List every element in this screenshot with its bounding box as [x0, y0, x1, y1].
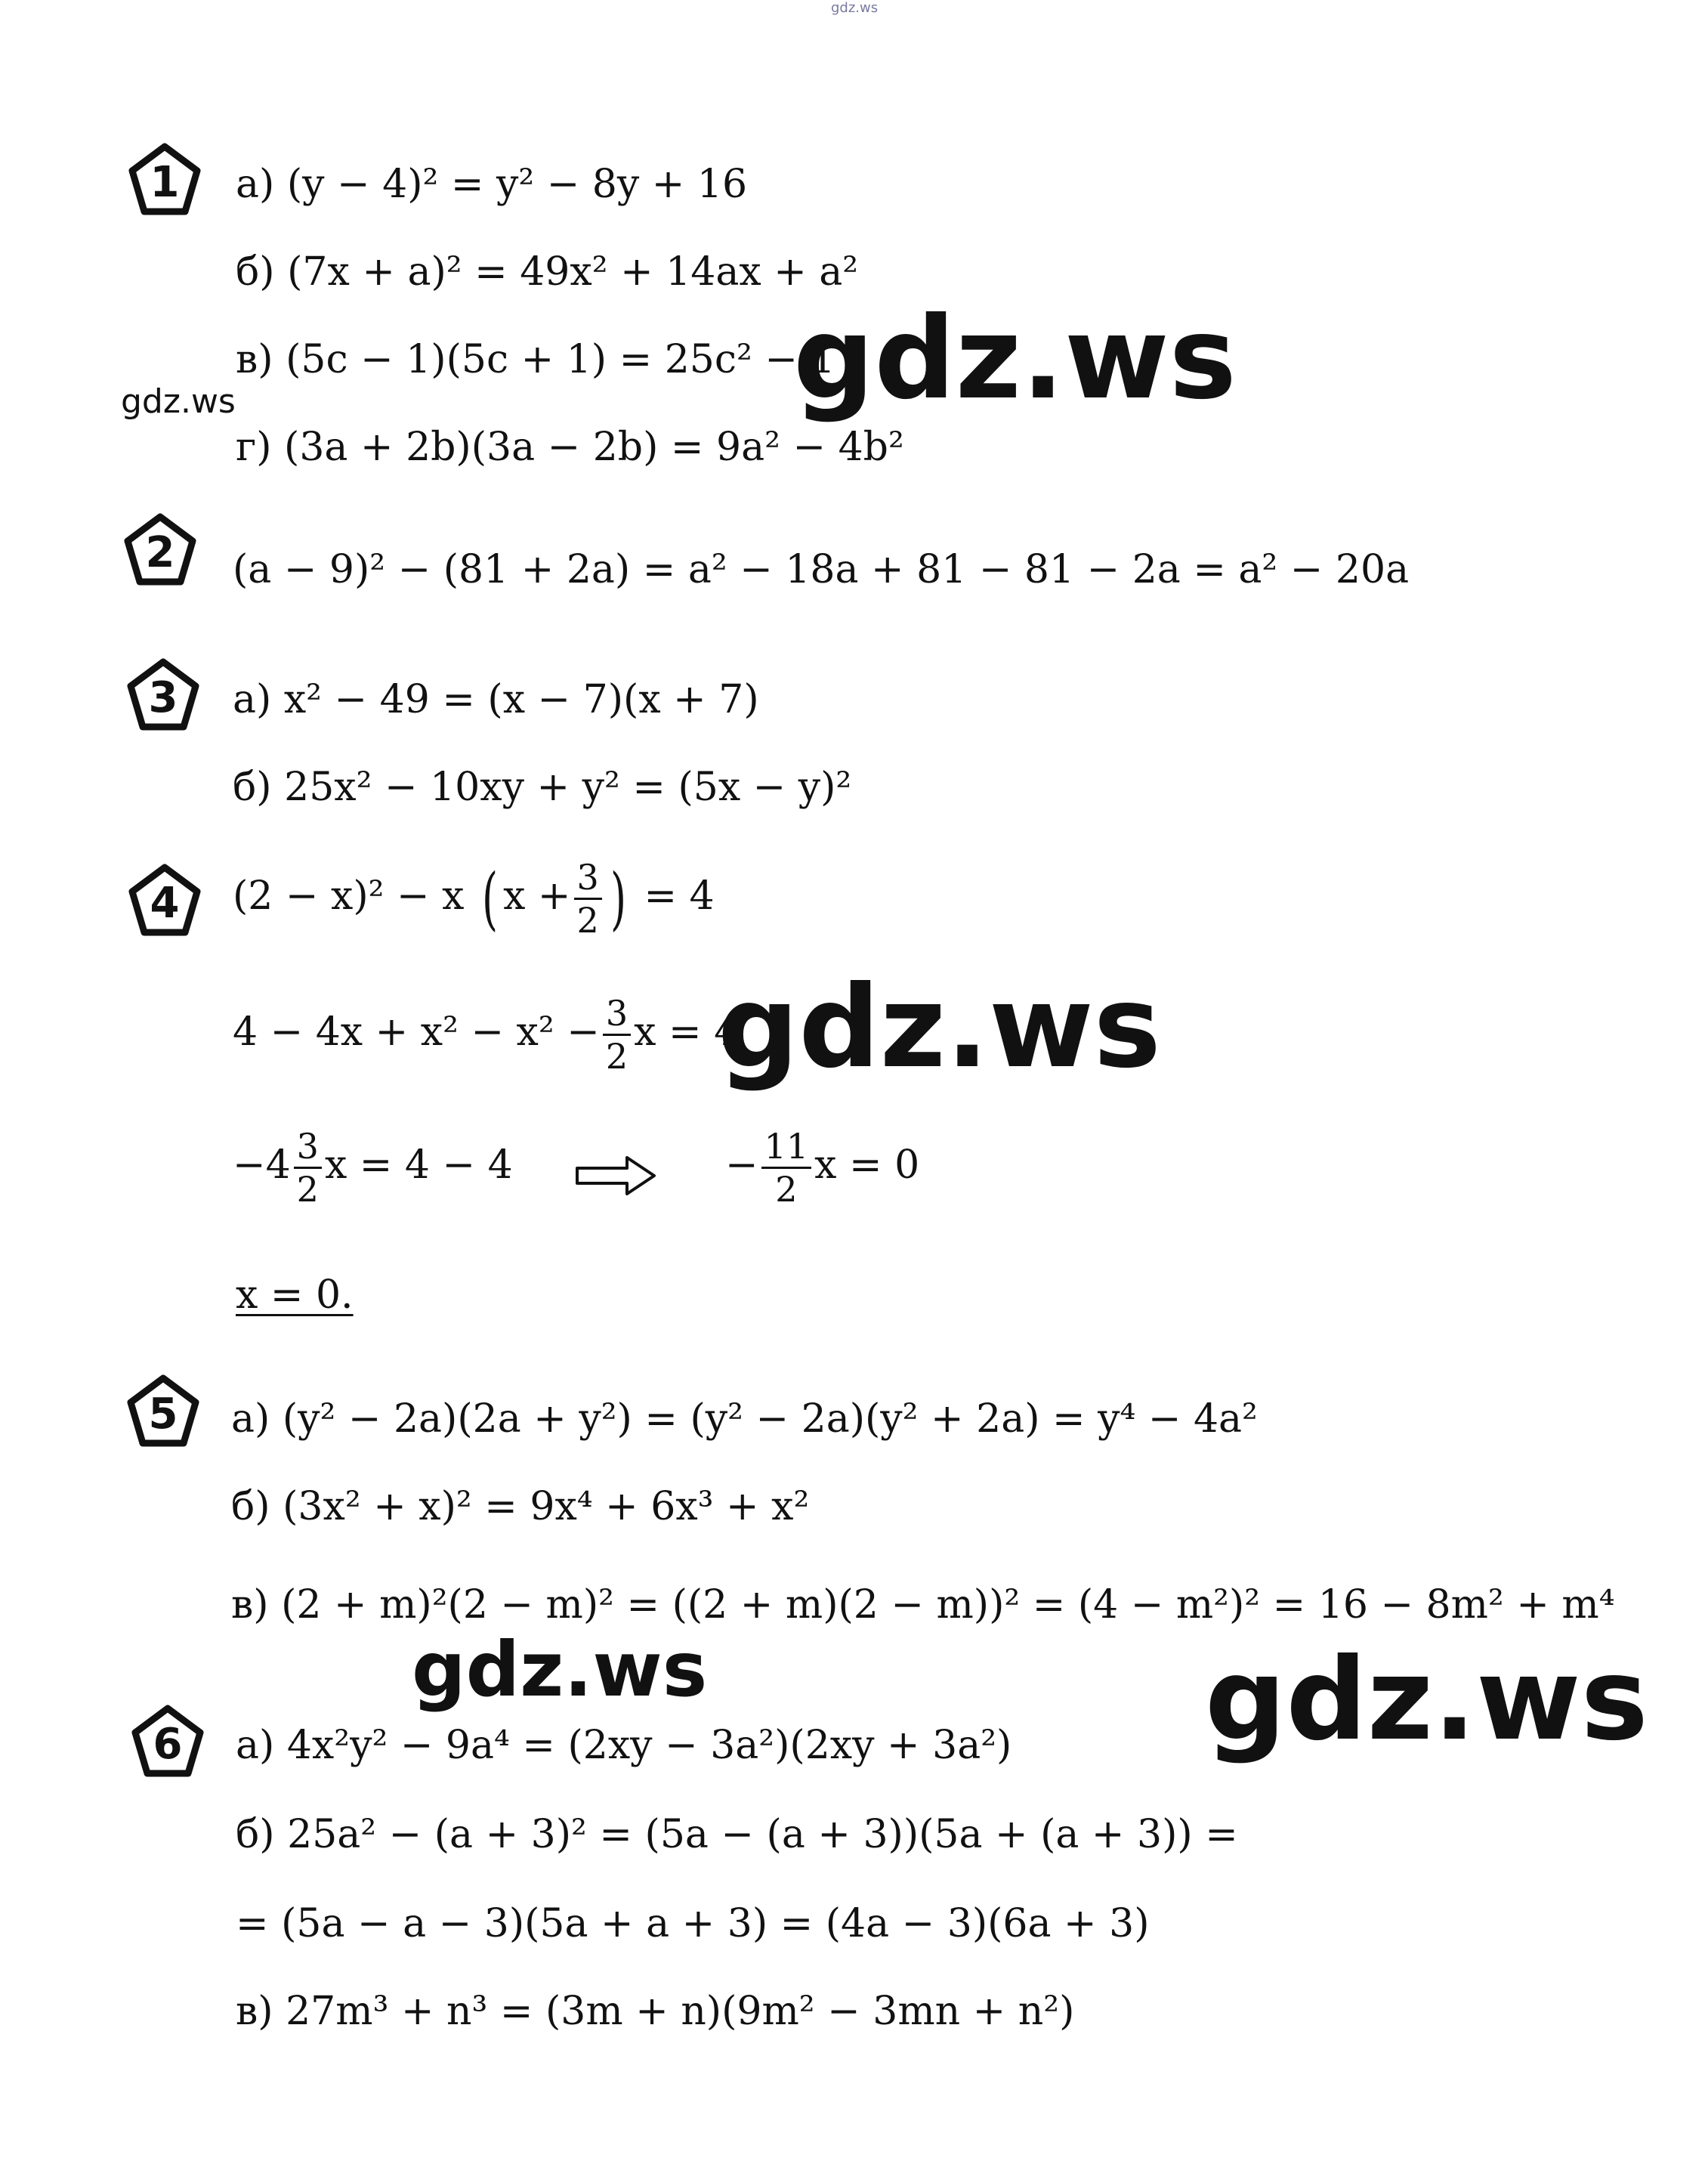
pentagon-icon — [127, 863, 202, 938]
task1-line-d: г) (3a + 2b)(3a − 2b) = 9a² − 4b² — [236, 425, 904, 470]
expr: x = 0 — [814, 1142, 920, 1188]
pentagon-icon — [127, 142, 202, 218]
task4-line-2 — [233, 993, 740, 1077]
task-badge-5 — [125, 1374, 201, 1449]
watermark: gdz.ws — [793, 293, 1237, 425]
expr: 4 − 4x + x² − x² − — [233, 1009, 600, 1055]
pentagon-icon — [130, 1704, 205, 1779]
expr: −4 — [233, 1142, 291, 1188]
expr: = 4 — [644, 873, 715, 919]
fraction: $\frac{3}{2}$ — [603, 996, 631, 1074]
task6-line-c: в) 27m³ + n³ = (3m + n)(9m² − 3mn + n²) — [236, 1989, 1075, 2034]
watermark: gdz.ws — [412, 1625, 708, 1714]
task-number: 2 — [145, 528, 175, 577]
task-badge-2 — [122, 512, 198, 588]
task6-line-b2: = (5a − a − 3)(5a + a + 3) = (4a − 3)(6a + 3) — [236, 1901, 1150, 1946]
task-badge-1 — [127, 142, 202, 218]
task-badge-3 — [125, 657, 201, 733]
pentagon-icon — [125, 657, 201, 733]
task-number: 4 — [150, 879, 180, 928]
fraction: $\frac{3}{2}$ — [294, 1129, 322, 1207]
pentagon-icon — [122, 512, 198, 588]
task1-line-b: б) (7x + a)² = 49x² + 14ax + a² — [236, 249, 859, 295]
task4-line-3 — [233, 1126, 513, 1210]
expr: x + — [503, 873, 571, 919]
watermark: gdz.ws — [1205, 1634, 1648, 1766]
task4-answer: x = 0. — [236, 1272, 354, 1318]
task-badge-6 — [130, 1704, 205, 1779]
task6-line-b: б) 25a² − (a + 3)² = (5a − (a + 3))(5a + (a + 3)) = — [236, 1812, 1238, 1857]
pentagon-icon — [125, 1374, 201, 1449]
expr: x = 4 − 4 — [324, 1142, 513, 1188]
watermark-top: gdz.ws — [831, 0, 879, 16]
task5-line-c: в) (2 + m)²(2 − m)² = ((2 + m)(2 − m))² = (4 − m²)² = 16 − 8m² + m⁴ — [231, 1582, 1615, 1628]
expr: (2 − x)² − x — [233, 873, 465, 919]
task5-line-a: а) (y² − 2a)(2a + y²) = (y² − 2a)(y² + 2a) = y⁴ − 4a² — [231, 1396, 1258, 1442]
expr: − — [725, 1142, 758, 1188]
task2-line: (a − 9)² − (81 + 2a) = a² − 18a + 81 − 81 − 2a = a² − 20a — [233, 547, 1410, 592]
watermark-small: gdz.ws — [121, 382, 236, 421]
task-number: 1 — [150, 158, 180, 207]
task6-line-a: а) 4x²y² − 9a⁴ = (2xy − 3a²)(2xy + 3a²) — [236, 1723, 1012, 1768]
task-number: 3 — [148, 673, 178, 722]
task4-line-3b — [725, 1126, 920, 1210]
task4-line-1 — [233, 857, 715, 941]
task-number: 5 — [148, 1390, 178, 1439]
task5-line-b: б) (3x² + x)² = 9x⁴ + 6x³ + x² — [231, 1484, 810, 1529]
task-number: 6 — [153, 1720, 183, 1769]
implies-arrow-icon — [574, 1155, 657, 1197]
task3-line-b: б) 25x² − 10xy + y² = (5x − y)² — [233, 765, 852, 810]
paren: ( — [481, 858, 499, 938]
watermark: gdz.ws — [718, 962, 1161, 1093]
paren: ) — [610, 858, 626, 938]
task1-line-a: а) (y − 4)² = y² − 8y + 16 — [236, 162, 748, 207]
task3-line-a: а) x² − 49 = (x − 7)(x + 7) — [233, 677, 759, 722]
task1-line-c: в) (5c − 1)(5c + 1) = 25c² − 1 — [236, 337, 835, 382]
task-badge-4 — [127, 863, 202, 938]
fraction: $\frac{3}{2}$ — [574, 860, 602, 938]
fraction: $\frac{11}{2}$ — [761, 1129, 812, 1207]
expr: x = 4 — [634, 1009, 740, 1055]
